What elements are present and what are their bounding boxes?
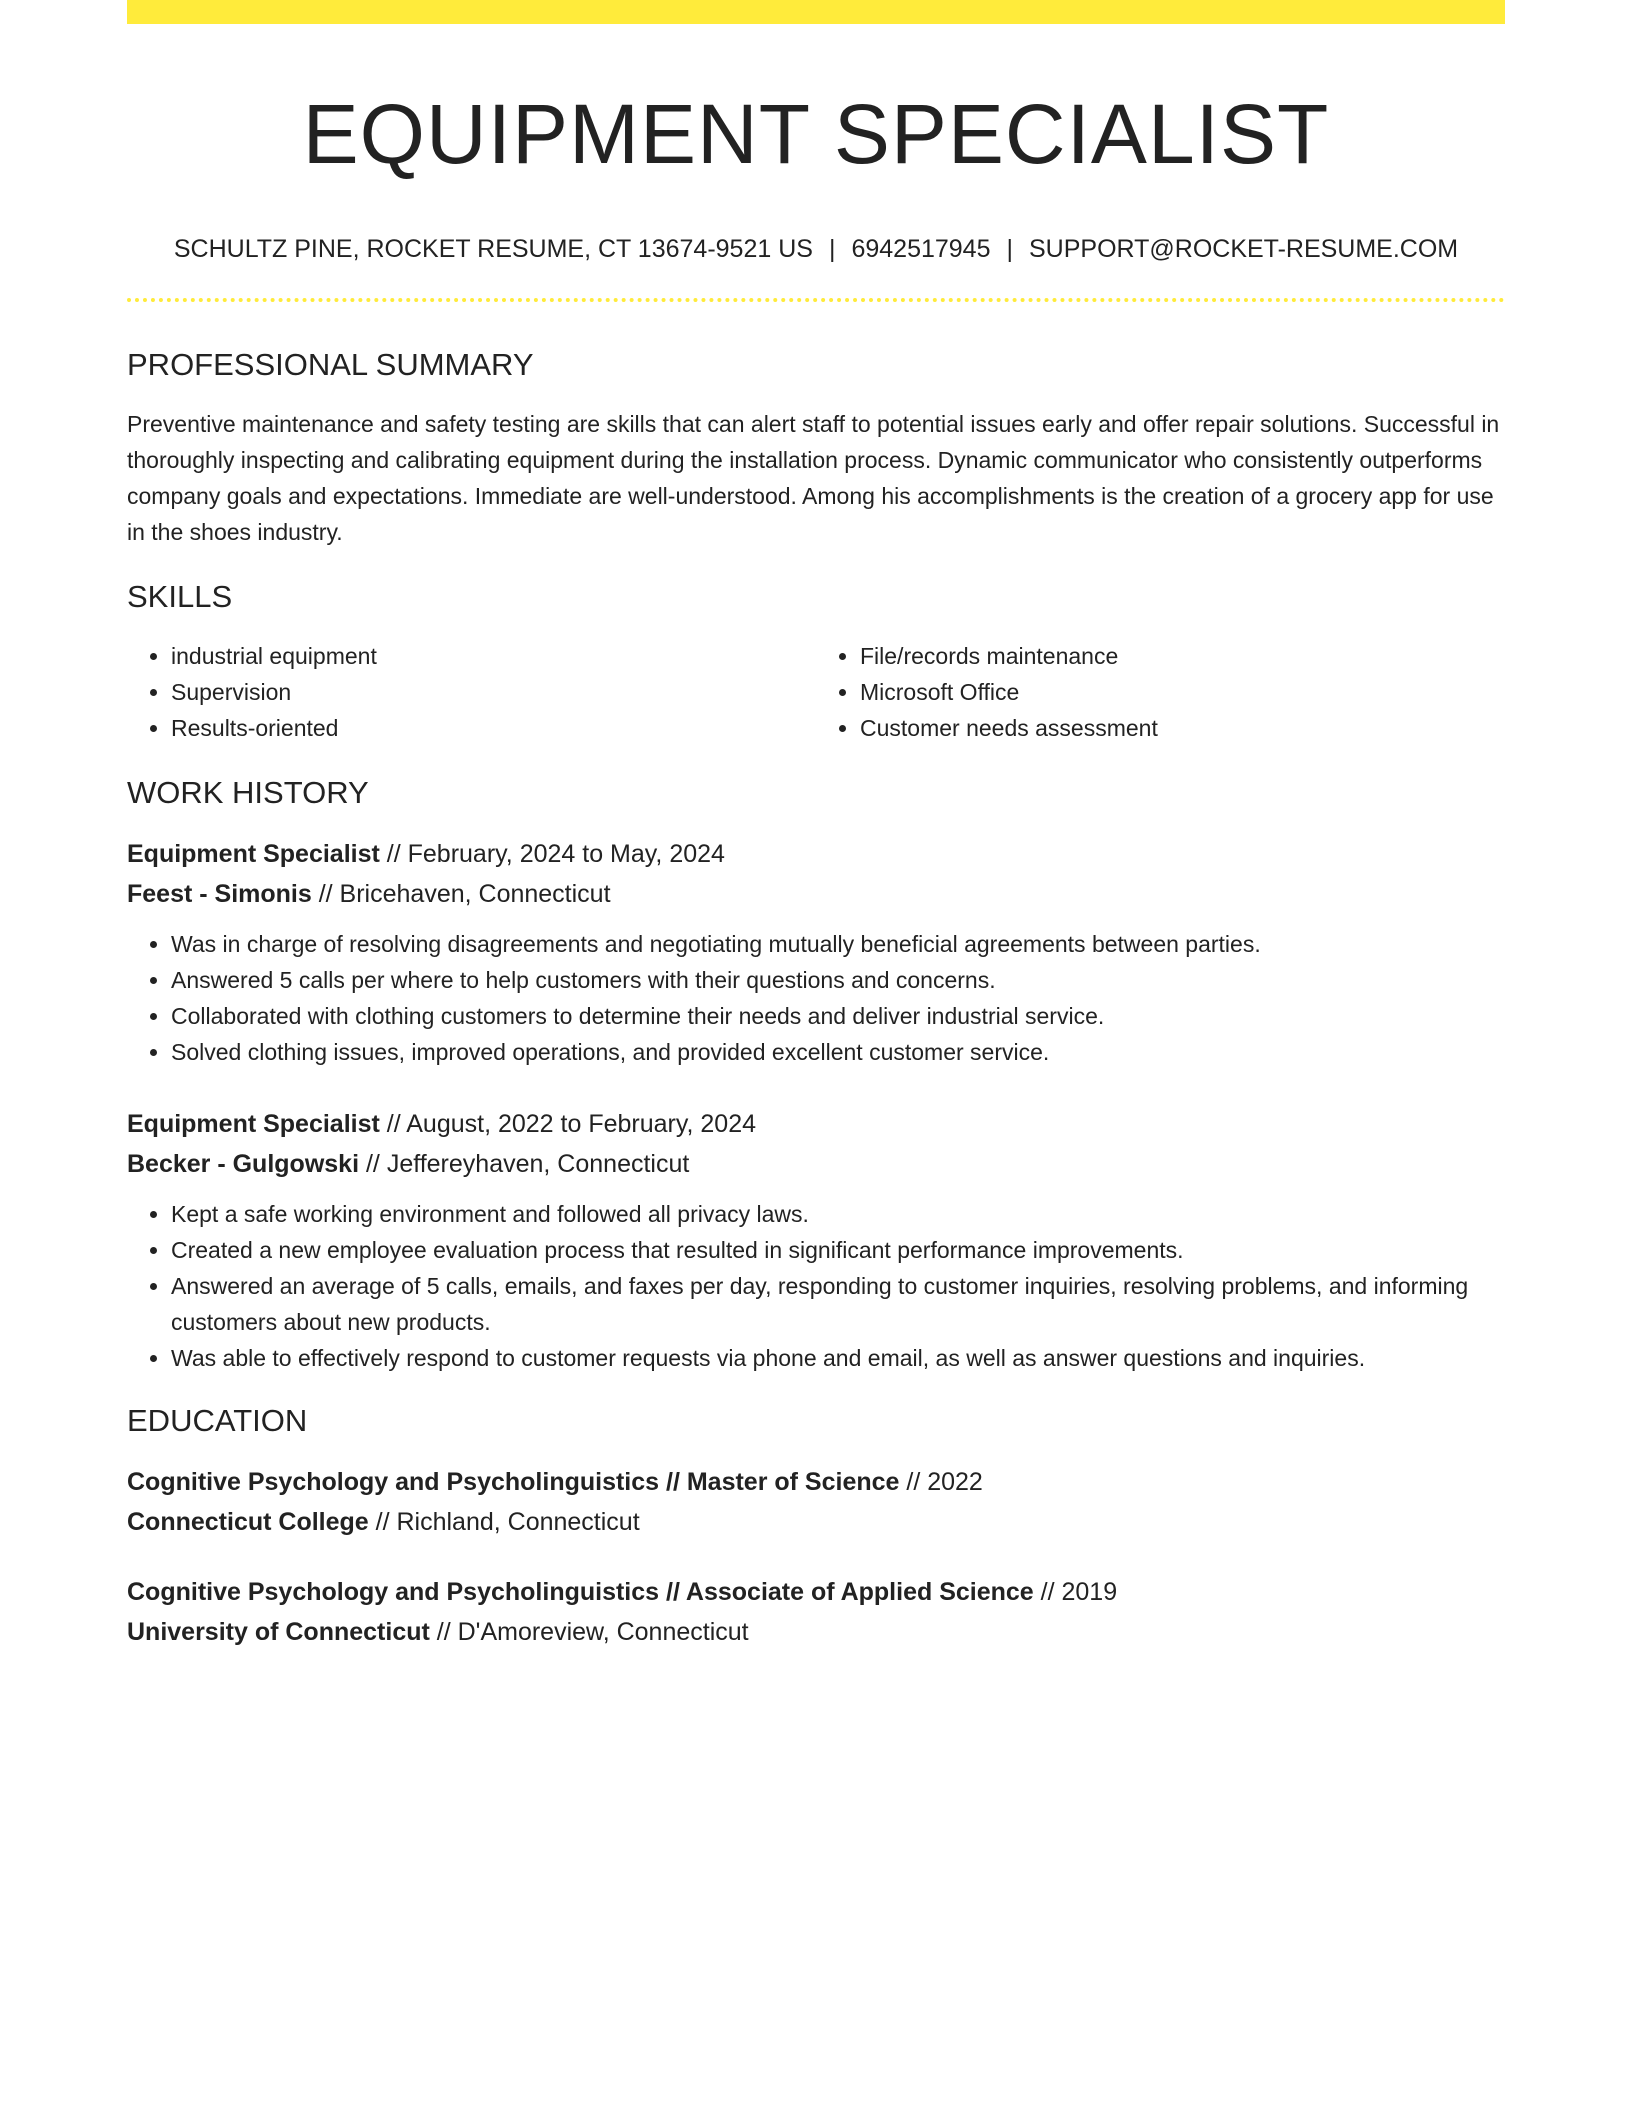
education-degree: Cognitive Psychology and Psycholinguistics // Master of Science [127, 1468, 900, 1496]
job-bullet: • Kept a safe working environment and followed all privacy laws. [171, 1196, 1505, 1232]
education-location: // Richland, Connecticut [368, 1508, 640, 1536]
section-title-summary: PROFESSIONAL SUMMARY [127, 347, 534, 382]
section-title-work-history: WORK HISTORY [127, 775, 369, 810]
job-location: // Bricehaven, Connecticut [311, 880, 611, 908]
job-dates: // August, 2022 to February, 2024 [379, 1110, 757, 1138]
education-school: University of Connecticut [127, 1618, 430, 1646]
job-entry [127, 834, 1505, 1070]
job-title-line [127, 834, 1505, 874]
job-bullets [127, 1196, 1505, 1376]
contact-phone: 6942517945 [851, 235, 991, 263]
summary-paragraph: Preventive maintenance and safety testing are skills that can alert staff to potential issues early and offer repair solutions. Successful in thoroughly inspecting and calibrating equipment during the installation process. Dynamic communicator who consistently outperforms company goals and expectations. Immediate are well-understood. Among his accomplishments is the creation of a grocery app for use in the shoes industry. [127, 411, 1500, 545]
education-entry [127, 1462, 1505, 1542]
job-entry [127, 1104, 1505, 1376]
education-school-line [127, 1612, 1505, 1652]
top-accent-bar [127, 0, 1505, 24]
section-title-education: EDUCATION [127, 1403, 308, 1438]
education-location: // D'Amoreview, Connecticut [429, 1618, 749, 1646]
job-title-line [127, 1104, 1505, 1144]
skills-left-column [127, 638, 816, 746]
job-dates: // February, 2024 to May, 2024 [379, 840, 725, 868]
job-bullet: • Solved clothing issues, improved operations, and provided excellent customer service. [171, 1034, 1505, 1070]
job-bullets [127, 926, 1505, 1070]
resume-name-title: EQUIPMENT SPECIALIST [302, 87, 1330, 181]
skill-item: • File/records maintenance [860, 638, 1505, 674]
job-bullet: • Collaborated with clothing customers to determine their needs and deliver industrial service. [171, 998, 1505, 1034]
job-bullet: • Was able to effectively respond to customer requests via phone and email, as well as answer questions and inquiries. [171, 1340, 1505, 1376]
job-location: // Jeffereyhaven, Connecticut [359, 1150, 690, 1178]
skill-item: • Results-oriented [171, 710, 816, 746]
job-role: Equipment Specialist [127, 840, 380, 868]
job-company-line [127, 1144, 1505, 1184]
education-year: // 2019 [1033, 1578, 1118, 1606]
contact-email: SUPPORT@ROCKET-RESUME.COM [1029, 235, 1459, 263]
job-bullet: • Answered an average of 5 calls, emails, and faxes per day, responding to customer inquiries, resolving problems, and informing customers about new products. [171, 1268, 1505, 1340]
skill-item: • Supervision [171, 674, 816, 710]
education-degree-line [127, 1572, 1505, 1612]
contact-address: SCHULTZ PINE, ROCKET RESUME, CT 13674-9521 US [173, 235, 813, 263]
skills-grid [127, 638, 1505, 746]
education-entry [127, 1572, 1505, 1652]
job-company: Becker - Gulgowski [127, 1150, 360, 1178]
education-degree: Cognitive Psychology and Psycholinguistics // Associate of Applied Science [127, 1578, 1034, 1606]
skill-item: • Microsoft Office [860, 674, 1505, 710]
contact-separator: | [828, 235, 836, 263]
skill-item: • Customer needs assessment [860, 710, 1505, 746]
skill-item: • industrial equipment [171, 638, 816, 674]
education-school: Connecticut College [127, 1508, 369, 1536]
job-company: Feest - Simonis [127, 880, 312, 908]
job-bullet: • Was in charge of resolving disagreements and negotiating mutually beneficial agreements between parties. [171, 926, 1505, 962]
contact-separator: | [1006, 235, 1013, 263]
job-bullet: • Created a new employee evaluation process that resulted in significant performance improvements. [171, 1232, 1505, 1268]
education-degree-line [127, 1462, 1505, 1502]
dotted-divider [127, 298, 1505, 302]
skills-right-column [816, 638, 1505, 746]
job-role: Equipment Specialist [127, 1110, 380, 1138]
section-title-skills: SKILLS [127, 579, 233, 614]
job-bullet: • Answered 5 calls per where to help customers with their questions and concerns. [171, 962, 1505, 998]
education-school-line [127, 1502, 1505, 1542]
resume-page [127, 0, 1505, 1652]
education-year: // 2022 [899, 1468, 983, 1496]
contact-line [127, 234, 1505, 264]
job-company-line [127, 874, 1505, 914]
